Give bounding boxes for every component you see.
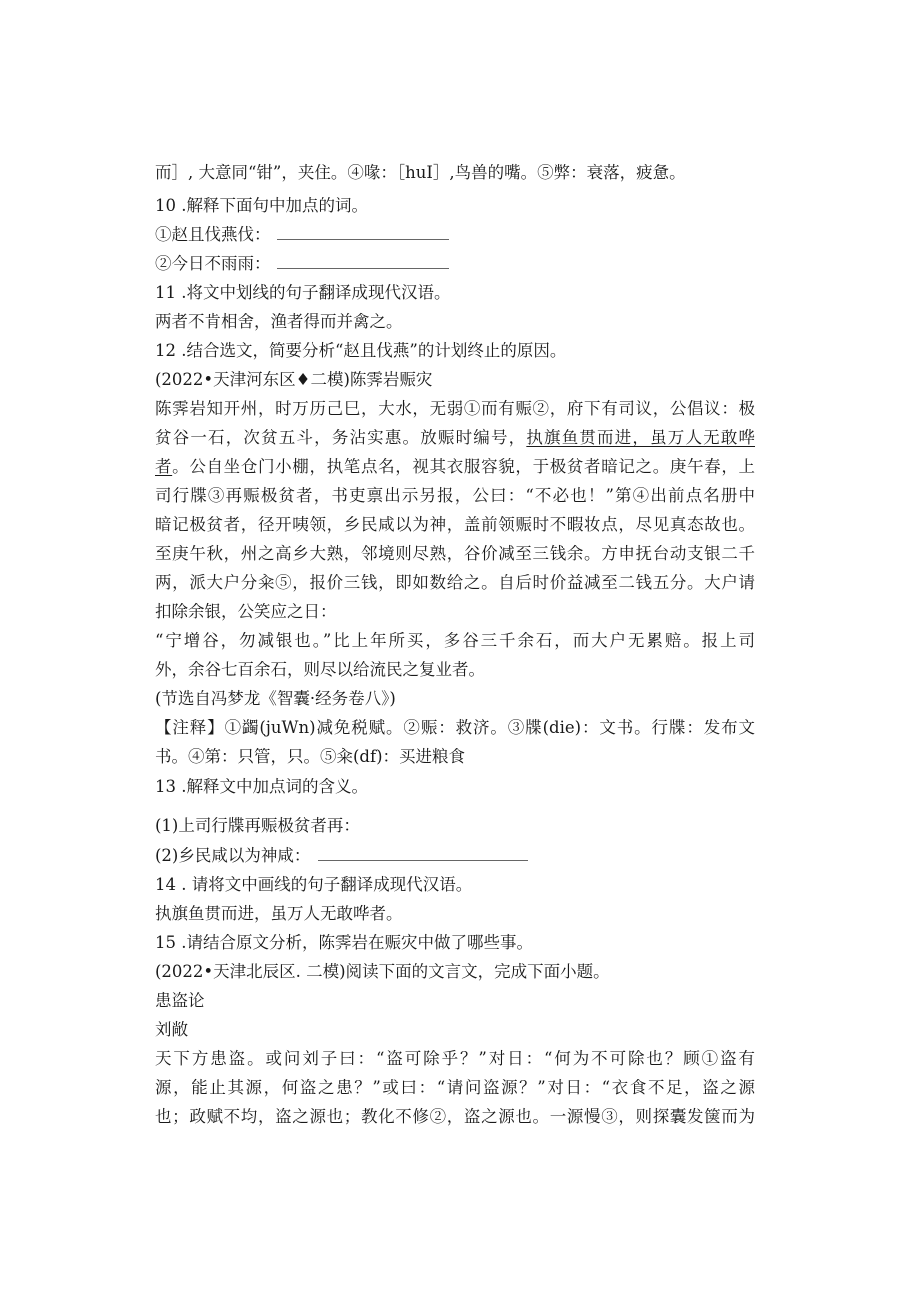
answer-blank xyxy=(318,846,528,861)
passage-line: 外，余谷七百余石，则尽以给流民之复业者。 xyxy=(155,660,485,679)
item-label: (2)乡民咸以为神咸： xyxy=(155,846,311,865)
passage-line: 源，能止其源，何盗之患？”或曰：“请问盗源？”对日：“衣食不足，盗之源 xyxy=(155,1078,755,1097)
passage-line: “宁增谷，勿减银也。”比上年所买，多谷三千余石，而大户无累赔。报上司 xyxy=(155,631,755,650)
passage-author: 刘敞 xyxy=(155,1020,188,1039)
passage-line: 也；政赋不均，盗之源也；教化不修②，盗之源也。一源慢③，则探囊发箧而为 xyxy=(155,1107,755,1126)
passage-line: 至庚午秋，州之高乡大熟，邻境则尽熟，谷价减至三钱余。方申抚台动支银二千 xyxy=(155,544,755,563)
annotation-line: 书。④第：只管，只。⑤籴(df)：买进粮食 xyxy=(155,747,466,766)
underlined-sentence: 者 xyxy=(155,457,173,476)
answer-blank xyxy=(277,254,449,269)
passage-source: (2022•天津河东区♦二模)陈霁岩赈灾 xyxy=(155,370,433,389)
text-line: 两者不肯相舍，渔者得而并禽之。 xyxy=(155,312,403,331)
passage-text: 。公自坐仓门小棚，执笔点名，视其衣服容貌，于极贫者暗记之。庚午春，上 xyxy=(172,457,756,476)
passage-line: 两，派大户分籴⑤，报价三钱，即如数给之。自后时价益减至二钱五分。大户请 xyxy=(155,573,755,592)
passage-line: 暗记极贫者，径开咦领，乡民咸以为神，盖前领赈时不暇妆点，尽见真态故也。 xyxy=(155,515,755,534)
passage-text: 贫谷一石，次贫五斗，务沾实惠。放赈时编号， xyxy=(155,428,527,447)
question-11: 11 .将文中划线的句子翻译成现代汉语。 xyxy=(155,283,451,302)
question-10-item-1 xyxy=(155,224,755,246)
passage-line: 扣除余银，公笑应之日： xyxy=(155,602,337,621)
text-line: 而］, 大意同“钳”，夹住。④喙：［huI］,鸟兽的嘴。⑤弊：衰落，疲惫。 xyxy=(155,163,686,182)
question-13-item-2 xyxy=(155,845,755,867)
answer-blank xyxy=(277,225,449,240)
passage-line: 天下方患盗。或问刘子曰：“盗可除乎？”对日：“何为不可除也？顾①盗有 xyxy=(155,1049,755,1068)
passage-title: 患盗论 xyxy=(155,991,205,1010)
question-14: 14 . 请将文中画线的句子翻译成现代汉语。 xyxy=(155,875,473,894)
passage-line: 司行牒③再赈极贫者，书吏禀出示另报，公曰：“不必也！”第④出前点名册中 xyxy=(155,486,755,505)
underlined-sentence: 执旗鱼贯而进，虽万人无敢哗 xyxy=(526,428,756,447)
text-line: 执旗鱼贯而进，虽万人无敢哗者。 xyxy=(155,904,403,923)
passage-line xyxy=(155,456,755,478)
passage-line: 陈霁岩知开州，时万历己巳，大水，无弱①而有赈②，府下有司议，公倡议：极 xyxy=(155,399,755,418)
question-15: 15 .请结合原文分析，陈霁岩在赈灾中做了哪些事。 xyxy=(155,933,533,952)
question-12: 12 .结合选文，简要分析“赵且伐燕”的计划终止的原因。 xyxy=(155,341,567,360)
passage-citation: (节选自冯梦龙《智囊·经务卷八》) xyxy=(155,689,396,708)
question-13-item-1: (1)上司行牒再赈极贫者再： xyxy=(155,816,360,835)
question-13: 13 .解释文中加点词的含义。 xyxy=(155,777,368,796)
item-label: ②今日不雨雨： xyxy=(155,254,271,273)
question-10: 10 .解释下面句中加点的词。 xyxy=(155,196,368,215)
question-10-item-2 xyxy=(155,253,755,275)
passage-source: (2022•天津北辰区. 二模)阅读下面的文言文，完成下面小题。 xyxy=(155,962,610,981)
item-label: ①赵且伐燕伐： xyxy=(155,225,271,244)
passage-line xyxy=(155,427,755,449)
annotation-line: 【注释】①蠲(juWn)减免税赋。②赈：救济。③牒(die)：文书。行牒：发布文 xyxy=(155,718,755,737)
